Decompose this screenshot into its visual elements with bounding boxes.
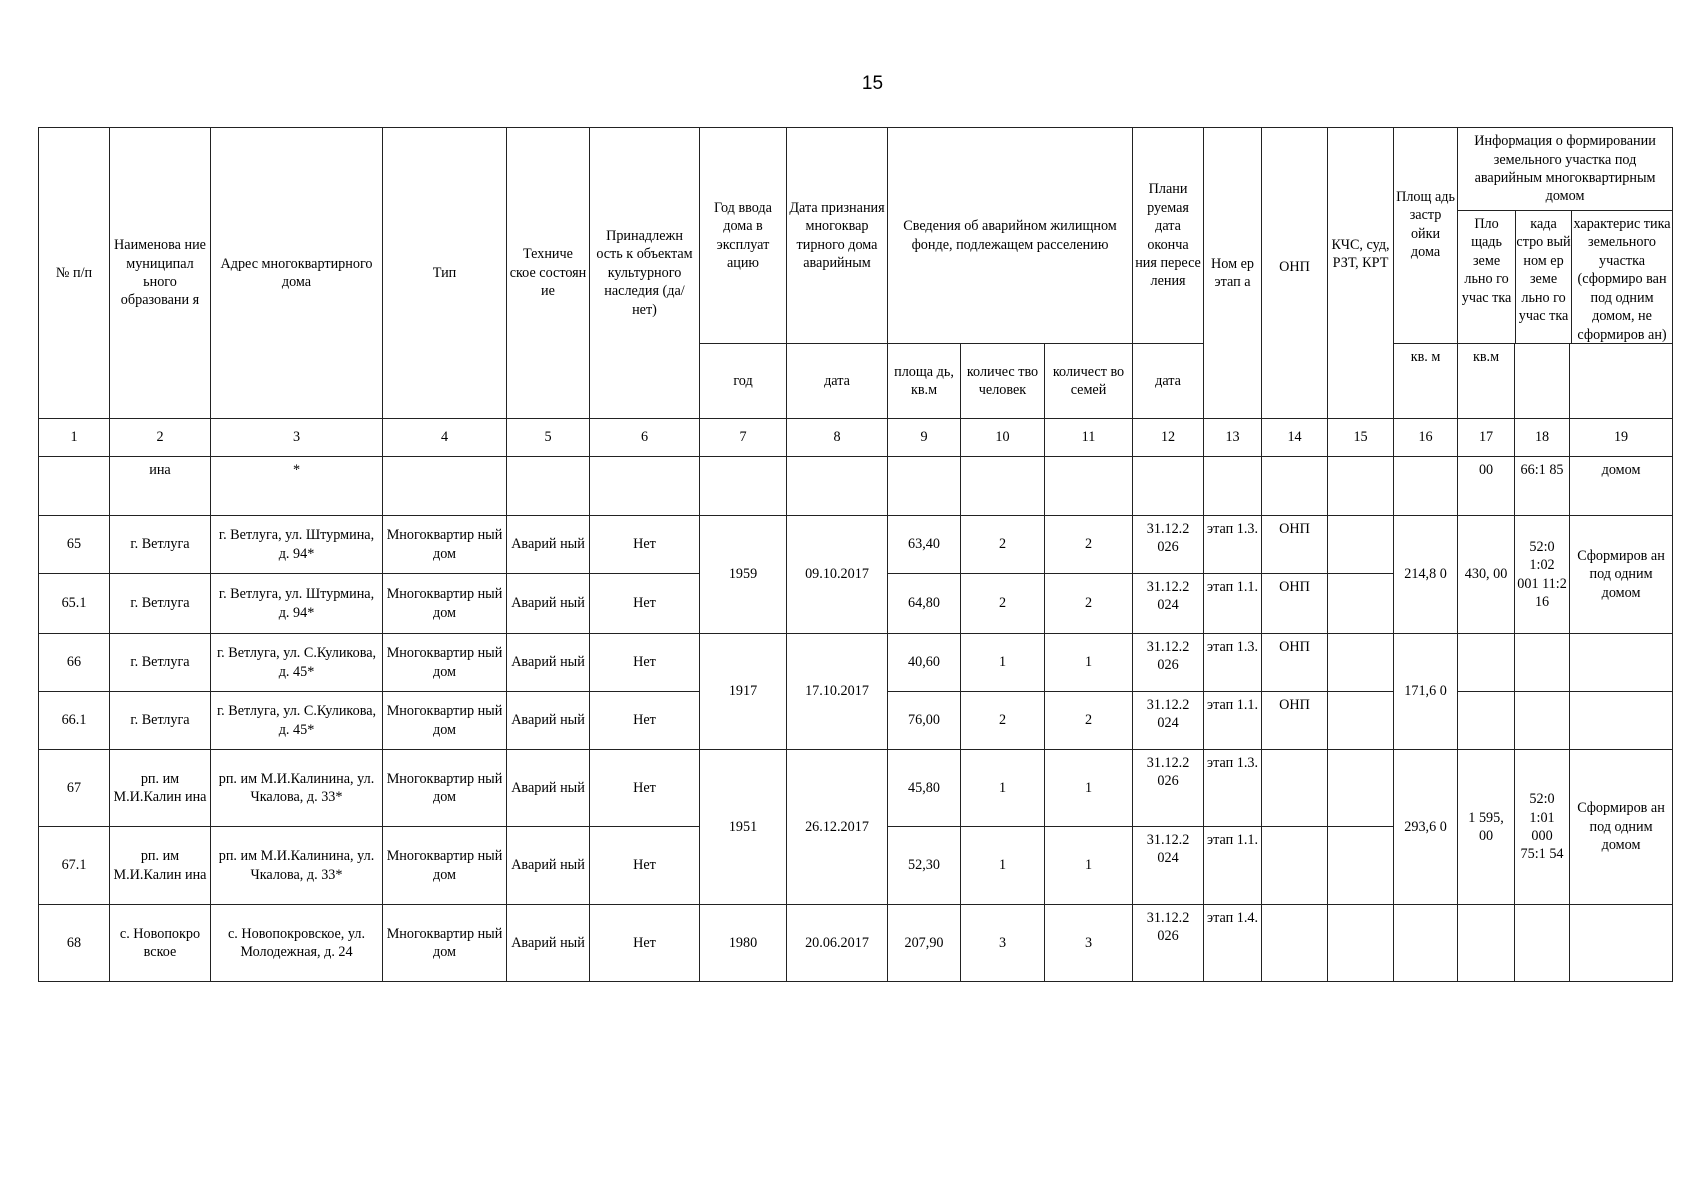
families-cell: 1 — [1045, 750, 1133, 827]
kchs-cell — [1328, 634, 1394, 692]
header-land-plot-title: Информация о формировании земельного участка под аварийным многоквартирным домом — [1458, 128, 1672, 211]
area-cell: 40,60 — [888, 634, 961, 692]
header-cadastral-continued — [1515, 344, 1570, 419]
column-number: 11 — [1045, 419, 1133, 457]
onp-cell: ОНП — [1262, 574, 1328, 634]
land-area-cell — [1458, 692, 1515, 750]
families-cell: 2 — [1045, 574, 1133, 634]
column-number: 8 — [787, 419, 888, 457]
cadastral-cell: 66:1 85 — [1515, 457, 1570, 516]
column-number: 19 — [1570, 419, 1673, 457]
header-recognition-date: Дата признания многоквар тирного дома аварийным — [787, 128, 888, 344]
type-cell: Многоквартир ный дом — [383, 634, 507, 692]
kchs-cell — [1328, 574, 1394, 634]
type-cell: Многоквартир ный дом — [383, 574, 507, 634]
planned-date-cell: 31.12.2 026 — [1133, 516, 1204, 574]
state-cell: Аварий ный — [507, 692, 590, 750]
year-cell: 1917 — [700, 634, 787, 750]
column-number: 10 — [961, 419, 1045, 457]
row-number: 65 — [39, 516, 110, 574]
column-number: 9 — [888, 419, 961, 457]
planned-date-cell: 31.12.2 024 — [1133, 827, 1204, 905]
stage-cell: этап 1.4. — [1204, 905, 1262, 982]
land-area-cell: 1 595, 00 — [1458, 750, 1515, 905]
address-cell: с. Новопокровское, ул. Молодежная, д. 24 — [211, 905, 383, 982]
recognition-date-cell: 09.10.2017 — [787, 516, 888, 634]
land-area-cell: 430, 00 — [1458, 516, 1515, 634]
recognition-date-cell: 17.10.2017 — [787, 634, 888, 750]
municipality-cell: ина — [110, 457, 211, 516]
municipality-cell: рп. им М.И.Калин ина — [110, 827, 211, 905]
address-cell: * — [211, 457, 383, 516]
header-kchs: КЧС, суд, РЗТ, КРТ — [1328, 128, 1394, 419]
header-people-sub: количес тво человек — [961, 344, 1045, 419]
row-number: 66.1 — [39, 692, 110, 750]
area-cell: 64,80 — [888, 574, 961, 634]
cadastral-cell: 52:0 1:01 000 75:1 54 — [1515, 750, 1570, 905]
people-cell: 2 — [961, 516, 1045, 574]
header-land-plot-info — [1458, 128, 1673, 344]
column-number: 18 — [1515, 419, 1570, 457]
header-onp: ОНП — [1262, 128, 1328, 419]
cadastral-cell — [1515, 905, 1570, 982]
column-number: 5 — [507, 419, 590, 457]
characteristic-cell — [1570, 692, 1673, 750]
column-number: 2 — [110, 419, 211, 457]
header-emergency-fund: Сведения об аварийном жилищном фонде, подлежащем расселению — [888, 128, 1133, 344]
header-area-sub: площа дь, кв.м — [888, 344, 961, 419]
heritage-cell: Нет — [590, 827, 700, 905]
year-cell: 1959 — [700, 516, 787, 634]
row-number: 66 — [39, 634, 110, 692]
state-cell: Аварий ный — [507, 516, 590, 574]
header-technical-state: Техниче ское состоян ие — [507, 128, 590, 419]
onp-cell: ОНП — [1262, 516, 1328, 574]
characteristic-cell — [1570, 634, 1673, 692]
cadastral-cell — [1515, 692, 1570, 750]
heritage-cell: Нет — [590, 692, 700, 750]
building-area-cell: 293,6 0 — [1394, 750, 1458, 905]
row-number: 67.1 — [39, 827, 110, 905]
planned-date-cell: 31.12.2 026 — [1133, 905, 1204, 982]
kchs-cell — [1328, 827, 1394, 905]
column-number: 4 — [383, 419, 507, 457]
heritage-cell: Нет — [590, 574, 700, 634]
families-cell: 3 — [1045, 905, 1133, 982]
people-cell: 1 — [961, 750, 1045, 827]
area-cell: 207,90 — [888, 905, 961, 982]
address-cell: г. Ветлуга, ул. С.Куликова, д. 45* — [211, 692, 383, 750]
people-cell: 1 — [961, 827, 1045, 905]
type-cell: Многоквартир ный дом — [383, 692, 507, 750]
stage-cell: этап 1.1. — [1204, 827, 1262, 905]
header-year-sub: год — [700, 344, 787, 419]
kchs-cell — [1328, 905, 1394, 982]
families-cell: 1 — [1045, 634, 1133, 692]
people-cell: 2 — [961, 574, 1045, 634]
header-families-sub: количест во семей — [1045, 344, 1133, 419]
recognition-date-cell: 20.06.2017 — [787, 905, 888, 982]
characteristic-cell: Сформиров ан под одним домом — [1570, 750, 1673, 905]
land-area-cell: 00 — [1458, 457, 1515, 516]
building-area-cell: 214,8 0 — [1394, 516, 1458, 634]
row-number: 67 — [39, 750, 110, 827]
recognition-date-cell: 26.12.2017 — [787, 750, 888, 905]
year-cell: 1951 — [700, 750, 787, 905]
characteristic-cell — [1570, 905, 1673, 982]
onp-cell — [1262, 827, 1328, 905]
type-cell: Многоквартир ный дом — [383, 827, 507, 905]
stage-cell: этап 1.1. — [1204, 574, 1262, 634]
column-number: 1 — [39, 419, 110, 457]
type-cell: Многоквартир ный дом — [383, 905, 507, 982]
column-number: 15 — [1328, 419, 1394, 457]
state-cell: Аварий ный — [507, 574, 590, 634]
land-area-cell — [1458, 905, 1515, 982]
header-land-area: Пло щадь земе льно го учас тка — [1458, 211, 1516, 343]
municipality-cell: г. Ветлуга — [110, 574, 211, 634]
planned-date-cell: 31.12.2 026 — [1133, 634, 1204, 692]
header-year-built: Год ввода дома в эксплуат ацию — [700, 128, 787, 344]
header-heritage: Принадлежн ость к объектам культурного наследия (да/нет) — [590, 128, 700, 419]
address-cell: рп. им М.И.Калинина, ул. Чкалова, д. 33* — [211, 750, 383, 827]
heritage-cell: Нет — [590, 634, 700, 692]
state-cell: Аварий ный — [507, 750, 590, 827]
people-cell: 3 — [961, 905, 1045, 982]
area-cell: 52,30 — [888, 827, 961, 905]
column-number: 3 — [211, 419, 383, 457]
families-cell: 2 — [1045, 516, 1133, 574]
continuation-row — [39, 457, 1673, 516]
stage-cell: этап 1.3. — [1204, 750, 1262, 827]
header-municipality: Наименова ние муниципал ьного образовани я — [110, 128, 211, 419]
municipality-cell: г. Ветлуга — [110, 634, 211, 692]
header-row-main — [39, 128, 1673, 344]
area-cell: 76,00 — [888, 692, 961, 750]
header-land-characteristic: характерис тика земельного участка (сформиро ван под одним домом, не сформиров ан) — [1573, 216, 1671, 343]
onp-cell — [1262, 750, 1328, 827]
column-number: 16 — [1394, 419, 1458, 457]
column-number: 6 — [590, 419, 700, 457]
header-land-area-unit: кв.м — [1458, 344, 1515, 419]
address-cell: г. Ветлуга, ул. Штурмина, д. 94* — [211, 574, 383, 634]
building-area-cell — [1394, 905, 1458, 982]
year-cell: 1980 — [700, 905, 787, 982]
kchs-cell — [1328, 750, 1394, 827]
column-numbers-row — [39, 419, 1673, 457]
column-number: 17 — [1458, 419, 1515, 457]
header-type: Тип — [383, 128, 507, 419]
table-row — [39, 516, 1673, 574]
families-cell: 2 — [1045, 692, 1133, 750]
municipality-cell: г. Ветлуга — [110, 516, 211, 574]
state-cell: Аварий ный — [507, 827, 590, 905]
stage-cell: этап 1.3. — [1204, 634, 1262, 692]
header-address: Адрес многоквартирного дома — [211, 128, 383, 419]
municipality-cell: с. Новопокро вское — [110, 905, 211, 982]
emergency-housing-table — [38, 127, 1673, 982]
heritage-cell: Нет — [590, 516, 700, 574]
header-planned-date: Плани руемая дата оконча ния пересе ления — [1133, 128, 1204, 344]
address-cell: г. Ветлуга, ул. Штурмина, д. 94* — [211, 516, 383, 574]
header-cadastral-number: када стро вый ном ер земе льно го учас тка — [1516, 211, 1572, 343]
onp-cell: ОНП — [1262, 634, 1328, 692]
column-number: 7 — [700, 419, 787, 457]
header-date-sub: дата — [787, 344, 888, 419]
state-cell: Аварий ный — [507, 634, 590, 692]
kchs-cell — [1328, 692, 1394, 750]
people-cell: 2 — [961, 692, 1045, 750]
row-number: 68 — [39, 905, 110, 982]
onp-cell: ОНП — [1262, 692, 1328, 750]
header-planned-date-sub: дата — [1133, 344, 1204, 419]
heritage-cell: Нет — [590, 905, 700, 982]
heritage-cell: Нет — [590, 750, 700, 827]
planned-date-cell: 31.12.2 026 — [1133, 750, 1204, 827]
municipality-cell: рп. им М.И.Калин ина — [110, 750, 211, 827]
table-row — [39, 750, 1673, 827]
planned-date-cell: 31.12.2 024 — [1133, 692, 1204, 750]
state-cell: Аварий ный — [507, 905, 590, 982]
header-building-area: Площ адь застр ойки дома — [1394, 128, 1458, 344]
address-cell: г. Ветлуга, ул. С.Куликова, д. 45* — [211, 634, 383, 692]
families-cell: 1 — [1045, 827, 1133, 905]
type-cell: Многоквартир ный дом — [383, 750, 507, 827]
planned-date-cell: 31.12.2 024 — [1133, 574, 1204, 634]
row-number: 65.1 — [39, 574, 110, 634]
characteristic-cell: Сформиров ан под одним домом — [1570, 516, 1673, 634]
area-cell: 45,80 — [888, 750, 961, 827]
table-row — [39, 905, 1673, 982]
column-number: 14 — [1262, 419, 1328, 457]
column-number: 13 — [1204, 419, 1262, 457]
address-cell: рп. им М.И.Калинина, ул. Чкалова, д. 33* — [211, 827, 383, 905]
stage-cell: этап 1.3. — [1204, 516, 1262, 574]
kchs-cell — [1328, 516, 1394, 574]
table-row — [39, 634, 1673, 692]
type-cell: Многоквартир ный дом — [383, 516, 507, 574]
header-number: № п/п — [39, 128, 110, 419]
building-area-cell: 171,6 0 — [1394, 634, 1458, 750]
header-stage: Ном ер этап а — [1204, 128, 1262, 419]
cadastral-cell: 52:0 1:02 001 11:2 16 — [1515, 516, 1570, 634]
onp-cell — [1262, 905, 1328, 982]
page-number: 15 — [861, 73, 884, 94]
area-cell: 63,40 — [888, 516, 961, 574]
cadastral-cell — [1515, 634, 1570, 692]
people-cell: 1 — [961, 634, 1045, 692]
header-characteristic-continued — [1570, 344, 1673, 419]
column-number: 12 — [1133, 419, 1204, 457]
characteristic-cell: домом — [1570, 457, 1673, 516]
stage-cell: этап 1.1. — [1204, 692, 1262, 750]
header-building-area-unit: кв. м — [1394, 344, 1458, 419]
land-area-cell — [1458, 634, 1515, 692]
municipality-cell: г. Ветлуга — [110, 692, 211, 750]
